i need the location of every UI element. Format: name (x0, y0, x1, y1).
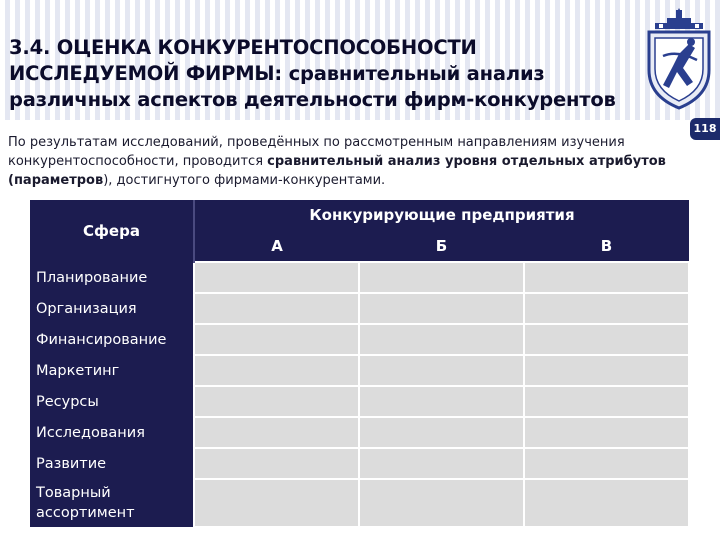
table-cell (194, 448, 359, 479)
table-cell (359, 448, 524, 479)
column-header-a: А (194, 230, 359, 262)
table-cell (524, 448, 689, 479)
table-cell (359, 417, 524, 448)
table-row (30, 417, 689, 448)
table-cell (359, 355, 524, 386)
comparison-table-container (30, 200, 689, 528)
column-header-v: В (524, 230, 689, 262)
table-cell (194, 355, 359, 386)
page-number-badge: 118 (690, 118, 720, 140)
table-cell (524, 293, 689, 324)
title-line-2: ИССЛЕДУЕМОЙ ФИРМЫ: сравнительный анализ (9, 62, 545, 85)
table-cell (359, 324, 524, 355)
row-label: Товарный ассортимент (30, 479, 194, 527)
table-cell (524, 324, 689, 355)
table-cell (194, 386, 359, 417)
row-label: Исследования (30, 417, 194, 448)
competitors-header: Конкурирующие предприятия (194, 200, 689, 230)
intro-text-2: ), достигнутого фирмами-конкурентами. (103, 173, 386, 188)
row-label: Организация (30, 293, 194, 324)
table-row (30, 448, 689, 479)
table-cell (194, 293, 359, 324)
row-label: Финансирование (30, 324, 194, 355)
table-cell (359, 479, 524, 527)
intro-paragraph (8, 133, 684, 190)
column-header-b: Б (359, 230, 524, 262)
title-line-1: 3.4. ОЦЕНКА КОНКУРЕНТОСПОСОБНОСТИ (9, 36, 477, 59)
table-cell (194, 262, 359, 293)
table-row (30, 262, 689, 293)
slide-title (9, 35, 639, 113)
university-emblem-icon (643, 8, 715, 112)
comparison-table (30, 200, 690, 528)
table-cell (524, 355, 689, 386)
table-row (30, 324, 689, 355)
table-cell (194, 417, 359, 448)
intro-text-1: По результатам исследований, проведённых по рассмотренным направлениям изучения конкурентоспособности, проводится (8, 135, 625, 169)
row-label: Развитие (30, 448, 194, 479)
table-cell (524, 262, 689, 293)
table-row (30, 355, 689, 386)
table-cell (194, 324, 359, 355)
table-cell (524, 479, 689, 527)
table-row (30, 386, 689, 417)
intro-bold-text: сравнительный анализ уровня отдельных атрибутов (параметров (8, 154, 666, 188)
table-cell (359, 293, 524, 324)
table-cell (359, 262, 524, 293)
table-row (30, 293, 689, 324)
table-cell (359, 386, 524, 417)
table-cell (194, 479, 359, 527)
sphere-header: Сфера (30, 200, 194, 262)
row-label: Маркетинг (30, 355, 194, 386)
row-label: Планирование (30, 262, 194, 293)
table-row (30, 479, 689, 527)
table-cell (524, 417, 689, 448)
title-line-3: различных аспектов деятельности фирм-конкурентов (9, 88, 616, 111)
row-label: Ресурсы (30, 386, 194, 417)
table-cell (524, 386, 689, 417)
